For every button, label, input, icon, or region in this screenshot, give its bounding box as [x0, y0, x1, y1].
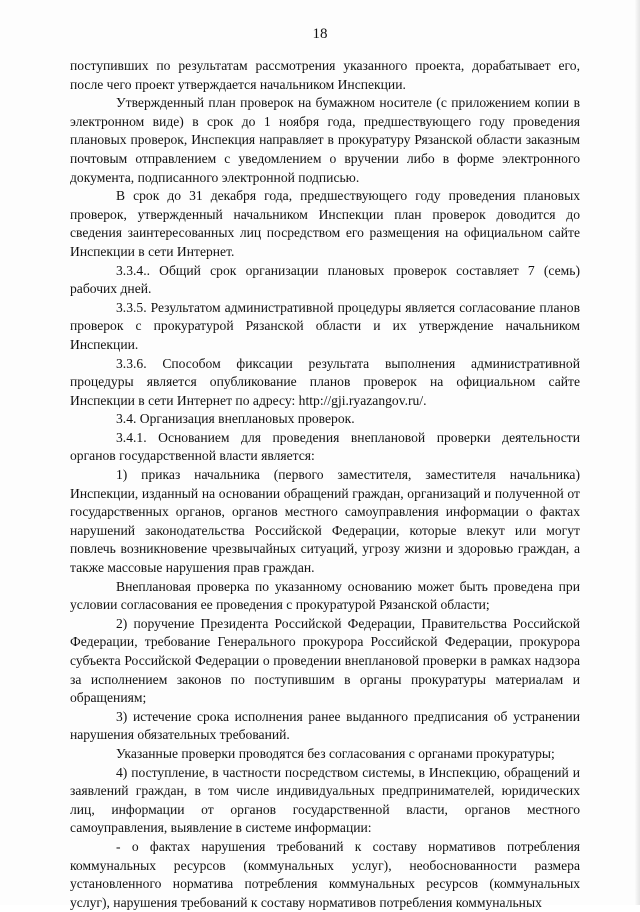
paragraph: 3.3.4.. Общий срок организации плановых проверок составляет 7 (семь) рабочих дней.	[70, 262, 580, 297]
paragraph: 3.4. Организация внеплановых проверок.	[116, 411, 355, 427]
paragraph: 3) истечение срока исполнения ранее выданного предписания об устранении нарушения обязательных требований.	[70, 708, 580, 743]
paragraph: 2) поручение Президента Российской Федерации, Правительства Российской Федерации, требование Генерального прокурора Российской Федерации, прокурора субъекта Российской Федерации о проведении внеплановой проверки в рамках надзора за исполнением законов по поступившим в органы прокуратуры материалам и обращениям;	[70, 615, 580, 706]
page-number: 18	[312, 26, 328, 42]
paragraph: 3.3.5. Результатом административной процедуры является согласование планов проверок с прокуратурой Рязанской области и их утверждение начальником Инспекции.	[70, 299, 580, 352]
scan-edge-shadow	[634, 0, 640, 905]
paragraph: 3.4.1. Основанием для проведения внеплановой проверки деятельности органов государственной власти является:	[70, 429, 580, 464]
paragraph: 1) приказ начальника (первого заместителя, заместителя начальника) Инспекции, изданный на основании обращений граждан, организаций и полученной от государственных органов, органов местного самоуправления информации о фактах нарушений законодательства Российской Федерации, которые влекут или могут повлечь возникновение чрезвычайных ситуаций, угрозу жизни и здоровью граждан, а также массовые нарушения прав граждан.	[70, 467, 580, 576]
paragraph: В срок до 31 декабря года, предшествующего году проведения плановых проверок, утвержденный начальником Инспекции план проверок доводится до сведения заинтересованных лиц посредством его размещения на официальном сайте Инспекции в сети Интернет.	[70, 188, 580, 259]
paragraph: 4) поступление, в частности посредством системы, в Инспекцию, обращений и заявлений граждан, в том числе индивидуальных предпринимателей, юридических лиц, информации от органов государственной власти, органов местного самоуправления, выявление в системе информации:	[70, 764, 580, 836]
paragraph: поступивших по результатам рассмотрения указанного проекта, дорабатывает его, после чего проект утверждается начальником Инспекции.	[70, 58, 580, 92]
document-body	[70, 57, 580, 912]
paragraph: - о фактах нарушения требований к составу нормативов потребления коммунальных ресурсов (коммунальных услуг), необоснованности размера установленного норматива потребления коммунальных ресурсов (коммунальных услуг), нарушения требований к составу нормативов потребления коммунальных	[70, 838, 580, 910]
paragraph: 3.3.6. Способом фиксации результата выполнения административной процедуры является опубликование планов проверок на официальном сайте Инспекции в сети Интернет по адресу: http://gji.ryazangov.ru/.	[70, 355, 580, 408]
paragraph: Внеплановая проверка по указанному основанию может быть проведена при условии согласования ее проведения с прокуратурой Рязанской области;	[70, 578, 580, 613]
paragraph: Указанные проверки проводятся без согласования с органами прокуратуры;	[116, 745, 555, 761]
paragraph: Утвержденный план проверок на бумажном носителе (с приложением копии в электронном виде) в срок до 1 ноября года, предшествующего году проведения плановых проверок, Инспекция направляет в прокуратуру Рязанской области заказным почтовым отправлением с уведомлением о вручении либо в форме электронного документа, подписанного электронной подписью.	[70, 95, 580, 185]
